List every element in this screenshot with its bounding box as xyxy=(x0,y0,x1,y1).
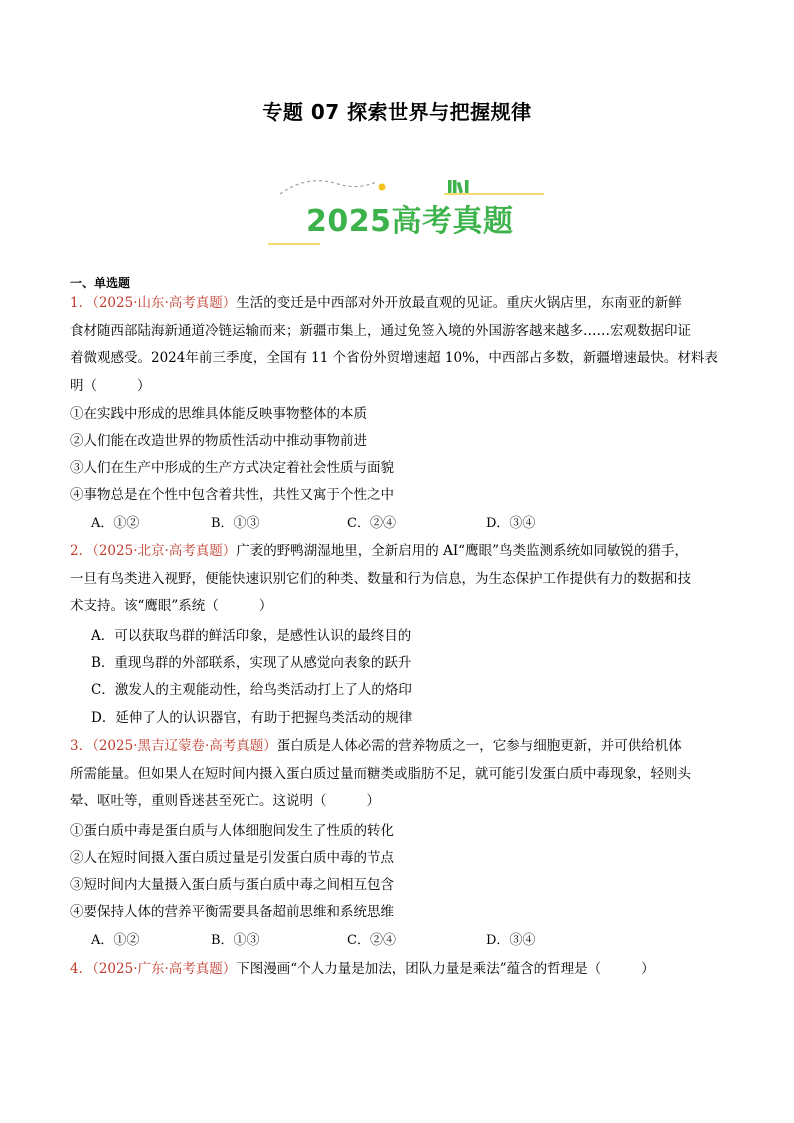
statement-4: ④事物总是在个性中包含着共性，共性又寓于个性之中 xyxy=(70,487,394,503)
choice-b[interactable]: B．①③ xyxy=(211,933,260,948)
statement-2: ②人在短时间摄入蛋白质过量是引发蛋白质中毒的节点 xyxy=(70,850,394,866)
question-source-tag: （2025·广东·高考真题） xyxy=(92,961,237,977)
question-2-line-3 xyxy=(70,593,726,621)
page-title: 专题 07 探索世界与把握规律 xyxy=(262,100,532,124)
question-1-line-4 xyxy=(70,373,726,401)
option-b[interactable]: B．重现鸟群的外部联系，实现了从感觉向表象的跃升 xyxy=(91,655,412,671)
question-text: 晕、呕吐等，重则昏迷甚至死亡。这说明（ xyxy=(70,793,327,809)
banner xyxy=(268,172,548,252)
question-1-line-3: 着微观感受。2024年前三季度，全国有 11 个省份外贸增速超 10%，中西部占多数，新疆增速最快。材料表 xyxy=(70,350,718,366)
question-3-line-3 xyxy=(70,788,726,816)
statement-3: ③人们在生产中形成的生产方式决定着社会性质与面貌 xyxy=(70,460,394,476)
question-1-line-1 xyxy=(70,290,726,318)
question-3 xyxy=(70,733,726,816)
option-d[interactable]: D．延伸了人的认识器官，有助于把握鸟类活动的规律 xyxy=(91,710,413,726)
banner-title: 2025高考真题 xyxy=(306,204,514,239)
answer-choices xyxy=(91,927,651,954)
question-source-tag: （2025·北京·高考真题） xyxy=(92,543,237,559)
question-3-line-2: 所需能量。但如果人在短时间内摄入蛋白质过量而糖类或脂肪不足，就可能引发蛋白质中毒现象，轻则头 xyxy=(70,765,691,782)
question-1-line-2: 食材随西部陆海新通道冷链运输而来；新疆市集上，通过免签入境的外国游客越来越多……宏观数据印证 xyxy=(70,322,691,339)
statement-1: ①蛋白质中毒是蛋白质与人体细胞间发生了性质的转化 xyxy=(70,823,394,839)
choice-d[interactable]: D．③④ xyxy=(486,933,536,948)
question-source-tag: （2025·山东·高考真题） xyxy=(92,295,237,311)
question-source-tag: （2025·黑吉辽蒙卷·高考真题） xyxy=(92,738,277,754)
statement-1: ①在实践中形成的思维具体能反映事物整体的本质 xyxy=(70,406,367,422)
question-4-line-1 xyxy=(70,956,726,984)
question-text: 明（ xyxy=(70,377,97,394)
question-number: 4． xyxy=(70,961,93,977)
question-3-line-1 xyxy=(70,733,726,761)
question-2-line-2: 一旦有鸟类进入视野，便能快速识别它们的种类、数量和行为信息，为生态保护工作提供有力的数据和技 xyxy=(70,570,691,587)
option-c[interactable]: C．激发人的主观能动性，给鸟类活动打上了人的烙印 xyxy=(91,682,412,698)
choice-c[interactable]: C．②④ xyxy=(347,516,396,531)
statement-2: ②人们能在改造世界的物质性活动中推动事物前进 xyxy=(70,433,367,449)
question-text: 下图漫画“个人力量是加法，团队力量是乘法”蕴含的哲理是（ xyxy=(236,961,602,977)
statement-4: ④要保持人体的营养平衡需要具备超前思维和系统思维 xyxy=(70,904,394,920)
choice-c[interactable]: C．②④ xyxy=(347,933,396,948)
question-4 xyxy=(70,956,726,984)
question-text: 生活的变迁是中西部对外开放最直观的见证。重庆火锅店里，东南亚的新鲜 xyxy=(236,295,682,311)
question-2-line-1 xyxy=(70,538,726,566)
statement-3: ③短时间内大量摄入蛋白质与蛋白质中毒之间相互包含 xyxy=(70,877,394,893)
question-text: ） xyxy=(137,377,151,394)
question-1 xyxy=(70,290,726,400)
choice-a[interactable]: A．①② xyxy=(91,516,140,531)
question-text: 广袤的野鸭湖湿地里，全新启用的 AI“鹰眼”鸟类监测系统如同敏锐的猎手， xyxy=(236,543,688,559)
question-text: ） xyxy=(366,793,380,809)
section-heading: 一、单选题 xyxy=(70,276,131,290)
question-number: 1． xyxy=(70,295,93,311)
choice-a[interactable]: A．①② xyxy=(91,933,140,948)
question-text: ） xyxy=(641,961,655,977)
option-a[interactable]: A．可以获取鸟群的鲜活印象，是感性认识的最终目的 xyxy=(91,628,412,644)
question-number: 2． xyxy=(70,543,93,559)
answer-choices xyxy=(91,510,651,537)
question-text: 术支持。该“鹰眼”系统（ xyxy=(70,598,219,614)
question-text: ） xyxy=(258,598,273,614)
question-text: 蛋白质是人体必需的营养物质之一，它参与细胞更新，并可供给机体 xyxy=(276,738,682,754)
choice-b[interactable]: B．①③ xyxy=(211,516,260,531)
question-2 xyxy=(70,538,726,621)
question-number: 3． xyxy=(70,738,93,754)
choice-d[interactable]: D．③④ xyxy=(486,516,536,531)
